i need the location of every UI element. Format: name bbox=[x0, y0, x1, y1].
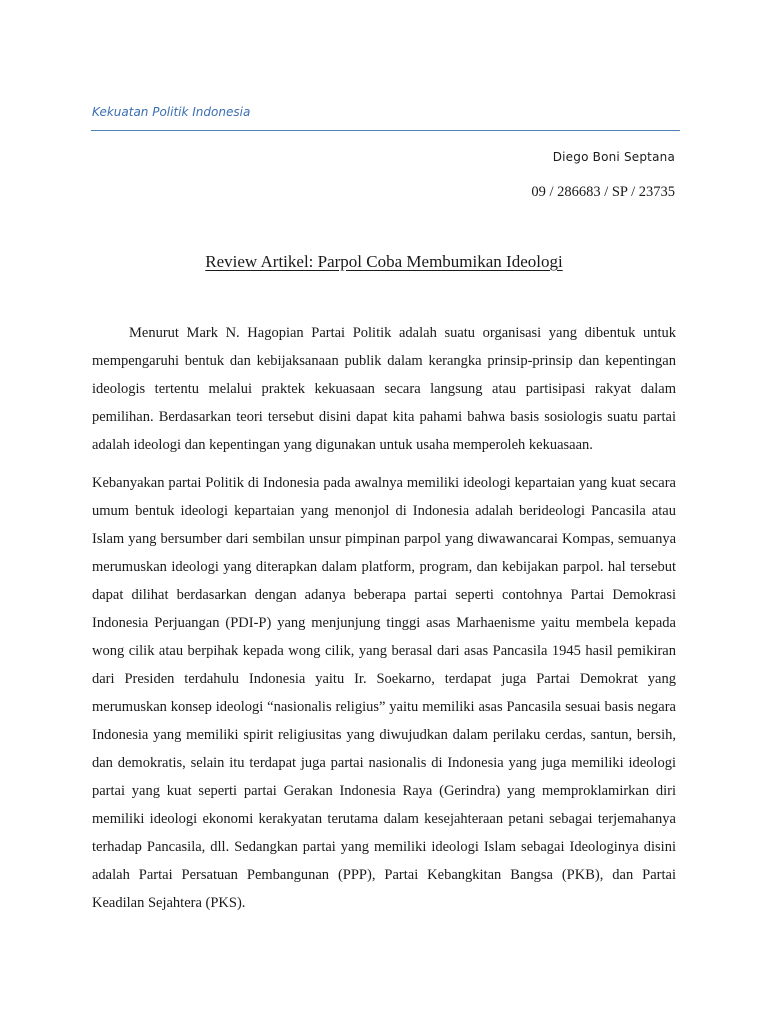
running-header: Kekuatan Politik Indonesia bbox=[92, 105, 251, 119]
document-title: Review Artikel: Parpol Coba Membumikan Ideologi bbox=[205, 252, 563, 271]
document-title-line bbox=[0, 252, 768, 272]
document-body bbox=[92, 319, 676, 927]
paragraph-1: Menurut Mark N. Hagopian Partai Politik adalah suatu organisasi yang dibentuk untuk mempengaruhi bentuk dan kebijaksanaan publik dalam kerangka prinsip-prinsip dan kepentingan ideologis tertentu melalui praktek kekuasaan secara langsung atau partisipasi rakyat dalam pemilihan. Berdasarkan teori tersebut disini dapat kita pahami bahwa basis sosiologis suatu partai adalah ideologi dan kepentingan yang digunakan untuk usaha memperoleh kekuasaan. bbox=[92, 325, 676, 453]
author-name: Diego Boni Septana bbox=[552, 150, 675, 164]
paragraph-2: Kebanyakan partai Politik di Indonesia pada awalnya memiliki ideologi kepartaian yang kuat secara umum bentuk ideologi kepartaian yang menonjol di Indonesia adalah berideologi Pancasila atau Islam yang bersumber dari sembilan unsur pimpinan parpol yang diwawancarai Kompas, semuanya merumuskan ideologi yang diterapkan dalam platform, program, dan kebijakan parpol. hal tersebut dapat dilihat berdasarkan dengan adanya beberapa partai seperti contohnya Partai Demokrasi Indonesia Perjuangan (PDI-P) yang menjunjung tinggi asas Marhaenisme yaitu membela kepada wong cilik atau berpihak kepada wong cilik, yang berasal dari asas Pancasila 1945 hasil pemikiran dari Presiden terdahulu Indonesia yaitu Ir. Soekarno, terdapat juga Partai Demokrat yang merumuskan konsep ideologi “nasionalis religius” yaitu memiliki asas Pancasila sesuai basis negara Indonesia yang memiliki spirit religiusitas yang diwujudkan dalam perilaku cerdas, santun, bersih, dan demokratis, selain itu terdapat juga partai nasionalis di Indonesia yang juga memiliki ideologi partai yang kuat seperti partai Gerakan Indonesia Raya (Gerindra) yang memproklamirkan diri memiliki ideologi ekonomi kerakyatan terutama dalam kesejahteraan petani sebagai terjemahanya terhadap Pancasila, dll. Sedangkan partai yang memiliki ideologi Islam sebagai Ideologinya disini adalah Partai Persatuan Pembangunan (PPP), Partai Kebangkitan Bangsa (PKB), dan Partai Keadilan Sejahtera (PKS). bbox=[92, 475, 676, 911]
student-id: 09 / 286683 / SP / 23735 bbox=[531, 184, 675, 200]
header-divider bbox=[91, 130, 680, 131]
